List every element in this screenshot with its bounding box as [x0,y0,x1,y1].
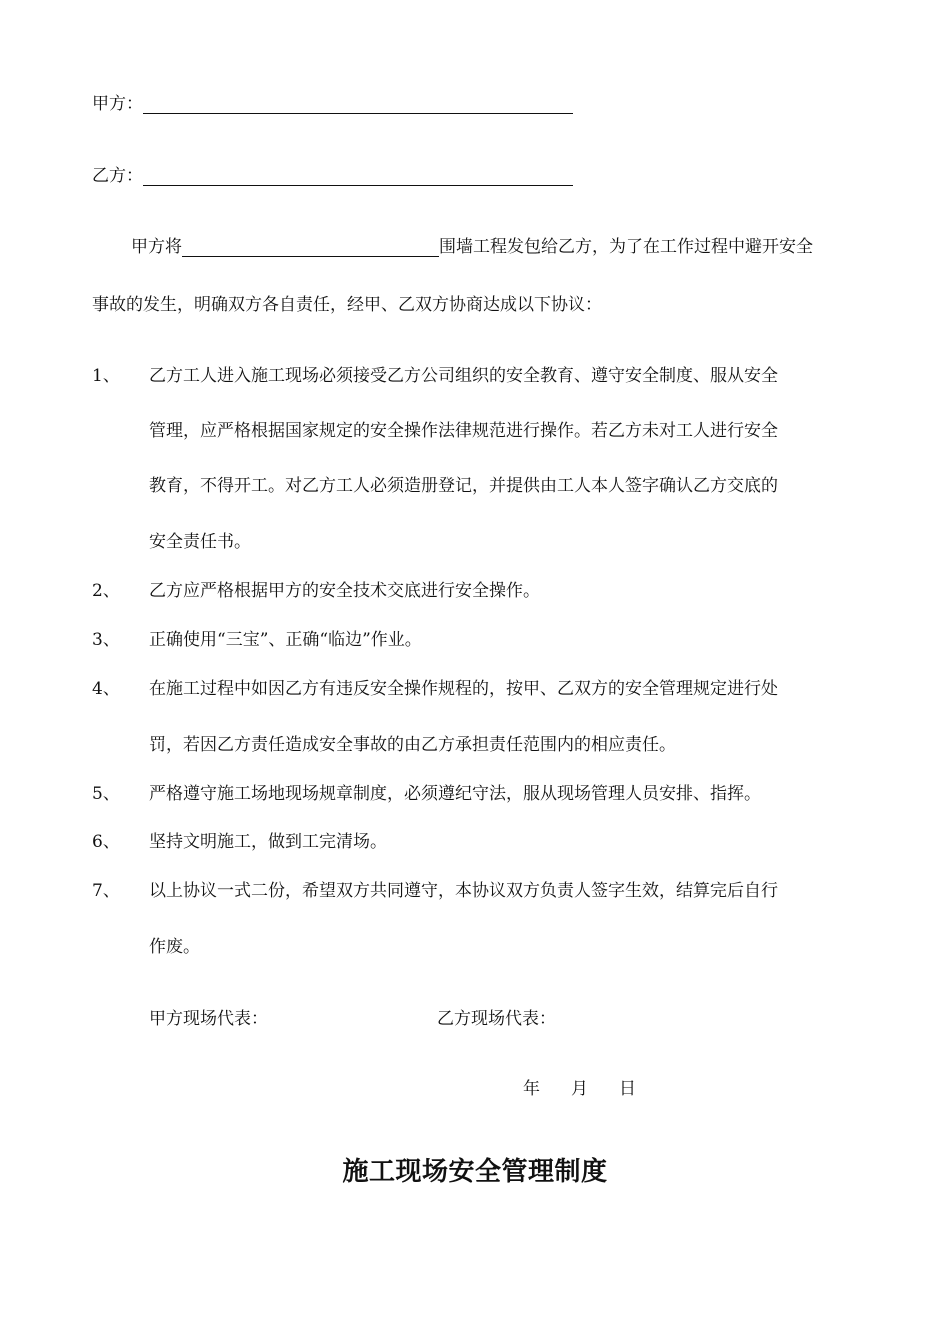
party-a-rep-label: 甲方现场代表： [149,1009,268,1029]
intro-suffix: 围墙工程发包给乙方，为了在工作过程中避开安全 [439,237,813,257]
clause-number: 6、 [92,832,120,852]
intro-line-1 [131,237,813,257]
clause-text: 以上协议一式二份，希望双方共同遵守，本协议双方负责人签字生效，结算完后自行 [149,881,778,901]
clause-number: 5、 [92,784,120,804]
clause-text: 正确使用“三宝”、正确“临边”作业。 [149,630,422,650]
party-b-label: 乙方： [92,166,143,186]
clause-text: 罚，若因乙方责任造成安全事故的由乙方承担责任范围内的相应责任。 [149,735,676,755]
clause-text: 管理，应严格根据国家规定的安全操作法律规范进行操作。若乙方未对工人进行安全 [149,421,778,441]
clause-text: 坚持文明施工，做到工完清场。 [149,832,387,852]
party-a-label: 甲方： [92,94,143,114]
clause-text: 安全责任书。 [149,532,251,552]
clause-text: 教育，不得开工。对乙方工人必须造册登记，并提供由工人本人签字确认乙方交底的 [149,476,778,496]
date-day: 日 [619,1079,636,1099]
clause-text: 在施工过程中如因乙方有违反安全操作规程的，按甲、乙双方的安全管理规定进行处 [149,679,778,699]
clause-number: 7、 [92,881,120,901]
intro-line-2: 事故的发生，明确双方各自责任，经甲、乙双方协商达成以下协议： [92,295,602,315]
clause-number: 4、 [92,679,120,699]
clause-text: 乙方工人进入施工现场必须接受乙方公司组织的安全教育、遵守安全制度、服从安全 [149,366,778,386]
clause-number: 3、 [92,630,120,650]
clause-text: 作废。 [149,937,200,957]
intro-prefix: 甲方将 [131,237,182,257]
party-b-blank[interactable] [143,167,573,186]
section-title: 施工现场安全管理制度 [342,1157,608,1187]
date-month: 月 [571,1079,588,1099]
project-name-blank[interactable] [182,238,439,257]
party-b-rep-label: 乙方现场代表： [437,1009,556,1029]
date-year: 年 [523,1079,540,1099]
party-a-line [92,94,573,114]
clause-text: 乙方应严格根据甲方的安全技术交底进行安全操作。 [149,581,540,601]
party-b-line [92,166,573,186]
clause-text: 严格遵守施工场地现场规章制度，必须遵纪守法，服从现场管理人员安排、指挥。 [149,784,761,804]
clause-number: 2、 [92,581,120,601]
party-a-blank[interactable] [143,95,573,114]
clause-number: 1、 [92,366,120,386]
